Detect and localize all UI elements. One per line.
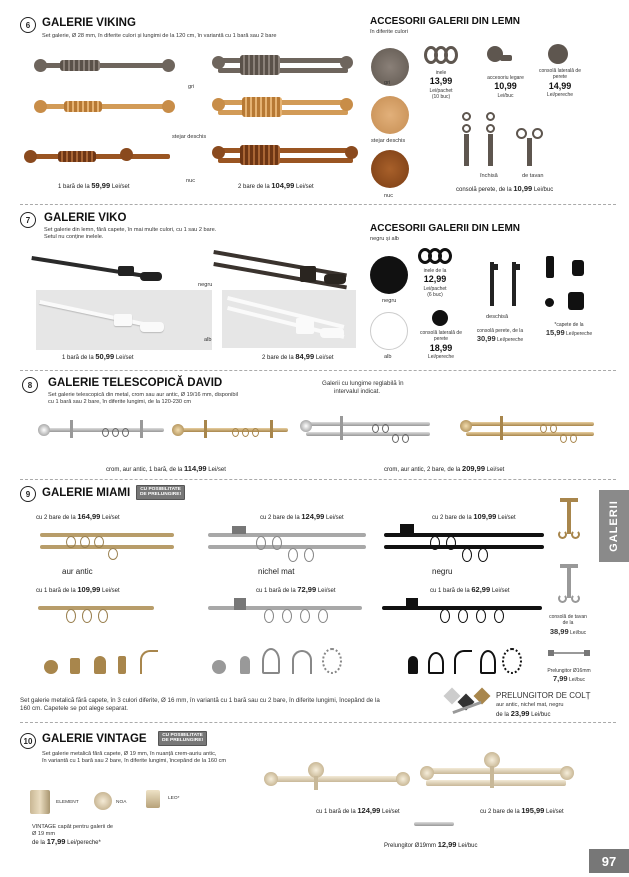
section-desc-viking: Set galerie, Ø 28 mm, în diferite culori și lungimi de la 120 cm, în variantă cu 1 bară sau 2 bare — [42, 33, 277, 39]
label-inchisa: închisă — [480, 173, 498, 179]
miami-auric-2-price: cu 2 bare de la 164,99 Lei/set — [36, 512, 120, 521]
label-stejar: stejar deschis — [172, 134, 207, 140]
vintage-capat-2: Ø 19 mm — [32, 831, 56, 837]
david-price-2: crom, aur antic, 2 bare, de la 209,99 Lei/set — [384, 464, 505, 473]
swatch-gri-label: gri — [384, 80, 391, 86]
finial-element-icon — [30, 790, 50, 814]
label-negru: negru — [432, 567, 453, 576]
acc2-cons-per: consolă perete, de la 30,99 Lei/pereche — [476, 328, 524, 344]
miami-desc-1: Set galerie metalică fără capete, în 3 culori diferite, Ø 16 mm, în variantă cu 1 bară sau cu 2 bare, în diferite lungimi, începând de la — [20, 697, 380, 704]
david-note-2: intervalul indicat. — [334, 388, 381, 395]
vintage-price-2: cu 2 bare de la 195,99 Lei/set — [480, 806, 564, 815]
finial-leo-icon — [146, 790, 160, 808]
section-number-10: 10 — [20, 733, 36, 749]
label-nuc: nuc — [186, 178, 196, 184]
miami-ceiling-price: consolă de tavan de la 38,99 Lei/buc — [549, 614, 587, 636]
side-tab: GALERII — [599, 490, 629, 562]
label-viko-alb: alb — [204, 337, 212, 343]
acc2-cons-lat: consolă laterală de perete 18,99 Lei/pereche — [420, 330, 462, 360]
swatch-nuc-label: nuc — [384, 193, 394, 199]
label-gri: gri — [188, 84, 195, 90]
divider — [20, 479, 616, 480]
section-title-viko: GALERIE VIKO — [44, 212, 127, 224]
viko-price-1: 1 bară de la 50,99 Lei/set — [62, 352, 134, 361]
section-title-david: GALERIE TELESCOPICĂ DAVID — [48, 377, 223, 389]
acc-wall-price: consolă perete, de la 10,99 Lei/buc — [456, 184, 554, 193]
acc-inele: inele 13,99 Lei/pachet (10 buc) — [429, 70, 453, 100]
miami-desc-2: 160 cm. Capetele se pot alege separat. — [20, 705, 129, 712]
badge-extendable: CU POSIBILITATE DE PRELUNGIRE! — [136, 485, 185, 500]
colt-price: de la 23,99 Lei/buc — [496, 709, 551, 718]
acc-wood-title: ACCESORII GALERII DIN LEMN — [370, 16, 521, 27]
acc-wood2-sub: negru și alb — [370, 236, 399, 242]
section-desc-david-2: cu 1 bară sau 2 bare, în diferite lungimi, de la 120-230 cm — [48, 399, 192, 405]
viko-price-2: 2 bare de la 84,99 Lei/set — [262, 352, 334, 361]
vintage-capat-1: VINTAGE capăt pentru galerii de — [32, 824, 114, 830]
section-desc-david-1: Set galerie telescopică din metal, crom sau aur antic, Ø 19/16 mm, disponibil — [48, 392, 238, 398]
page-number: 97 — [589, 849, 629, 873]
label-aur-antic: aur antic — [62, 567, 93, 576]
swatch-alb — [370, 312, 408, 350]
section-number-7: 7 — [20, 212, 36, 228]
acc-cons: consolă laterală de perete 14,99 Lei/pereche — [539, 68, 581, 98]
section-number-6: 6 — [20, 17, 36, 33]
finial-noa-icon — [94, 792, 112, 810]
swatch-negru-label: negru — [382, 298, 397, 304]
label-tavan: de tavan — [522, 173, 544, 179]
finial-element-label: ELEMENT — [56, 800, 79, 805]
label-viko-negru: negru — [198, 282, 213, 288]
divider — [20, 370, 616, 371]
vintage-desc-2: în variantă cu 1 bară sau 2 bare, în diferite lungimi, începând de la 160 cm — [42, 758, 227, 764]
miami-negru-1-price: cu 1 bară de la 62,99 Lei/set — [430, 585, 510, 594]
viking-price-2: 2 bare de la 104,99 Lei/set — [238, 181, 314, 190]
finial-noa-label: NOA — [116, 800, 127, 805]
label-deschisa: deschisă — [486, 314, 509, 320]
miami-prelungitor: Prelungitor Ø16mm 7,99 Lei/buc — [547, 668, 591, 684]
colt-title: PRELUNGITOR DE COLȚ — [496, 691, 591, 700]
vintage-price-1: cu 1 bară de la 124,99 Lei/set — [316, 806, 400, 815]
acc-wood2-title: ACCESORII GALERII DIN LEMN — [370, 223, 521, 234]
swatch-alb-label: alb — [384, 354, 392, 360]
badge-extendable-vintage: CU POSIBILITATE DE PRELUNGIRE! — [158, 731, 207, 746]
vintage-extender-icon — [414, 822, 454, 826]
section-desc-viko-2: Setul nu conține inelele. — [44, 234, 104, 240]
viking-price-1: 1 bară de la 59,99 Lei/set — [58, 181, 130, 190]
swatch-stejar — [371, 96, 409, 134]
swatch-negru — [370, 256, 408, 294]
acc2-inele: inele de la 12,99 Lei/pachet (6 buc) — [423, 268, 447, 298]
acc2-capete: *capete de la 15,99 Lei/pereche — [545, 322, 593, 338]
section-number-8: 8 — [22, 377, 38, 393]
vintage-capat-price: de la 17,99 Lei/pereche* — [32, 837, 101, 846]
colt-sub: aur antic, nichel mat, negru — [496, 702, 564, 708]
swatch-nuc — [371, 150, 409, 188]
finial-leo-label: LEO* — [168, 796, 180, 801]
section-desc-viko-1: Set galerie din lemn, fără capete, în mai multe culori, cu 1 sau 2 bare. — [44, 227, 217, 233]
miami-nichel-1-price: cu 1 bară de la 72,99 Lei/set — [256, 585, 336, 594]
swatch-stejar-label: stejar deschis — [371, 138, 406, 144]
side-bracket-black-icon — [432, 310, 448, 326]
section-title-viking: GALERIE VIKING — [42, 17, 136, 29]
miami-auric-1-price: cu 1 bară de la 109,99 Lei/set — [36, 585, 120, 594]
miami-negru-2-price: cu 2 bare de la 109,99 Lei/set — [432, 512, 516, 521]
david-price-1: crom, aur antic, 1 bară, de la 114,99 Lei/set — [106, 464, 226, 473]
section-title-miami: GALERIE MIAMI — [42, 487, 131, 499]
acc-wood-sub: în diferite culori — [370, 29, 408, 35]
david-note-1: Galerii cu lungime reglabilă în — [322, 380, 404, 387]
acc-leg: accesoriu legare 10,99 Lei/buc — [487, 75, 524, 99]
vintage-desc-1: Set galerie metalică fără capete, Ø 19 mm, în nuanță crem-auriu antic, — [42, 751, 217, 757]
miami-nichel-2-price: cu 2 bare de la 124,99 Lei/set — [260, 512, 344, 521]
divider — [20, 204, 616, 205]
vintage-prel-price: Prelungitor Ø19mm 12,99 Lei/buc — [384, 840, 478, 849]
section-title-vintage: GALERIE VINTAGE — [42, 733, 147, 745]
side-bracket-icon — [548, 44, 568, 64]
section-number-9: 9 — [20, 486, 36, 502]
divider — [20, 722, 616, 723]
label-nichel-mat: nichel mat — [258, 567, 295, 576]
